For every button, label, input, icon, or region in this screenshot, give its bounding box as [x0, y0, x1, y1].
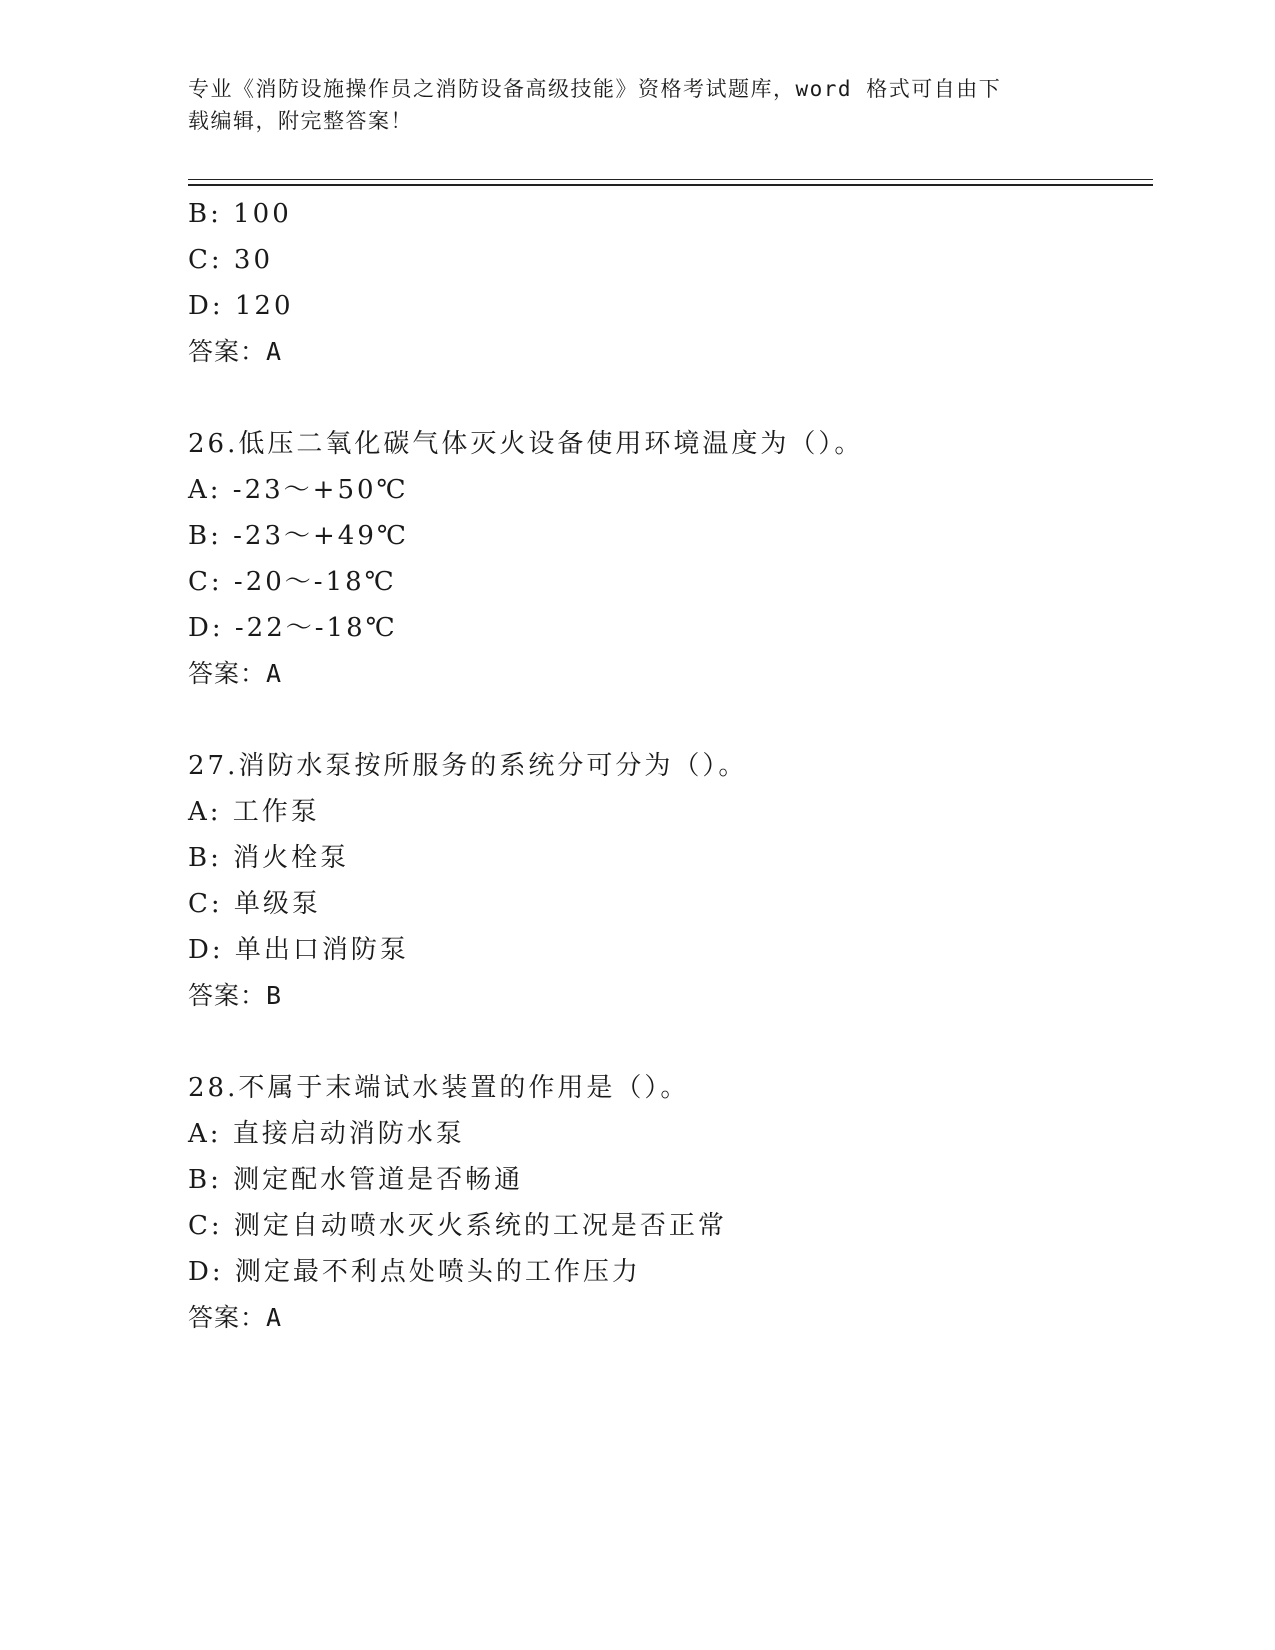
option-a: A: 工作泵 — [188, 797, 320, 827]
option-b: B: 100 — [188, 199, 292, 229]
question-stem: 27.消防水泵按所服务的系统分可分为（）。 — [188, 751, 748, 781]
option-a: A: 直接启动消防水泵 — [188, 1119, 465, 1149]
option-c: C: 测定自动喷水灭火系统的工况是否正常 — [188, 1211, 727, 1241]
option-b: B: -23～+49℃ — [188, 521, 409, 551]
option-c: C: -20～-18℃ — [188, 567, 397, 597]
spacer — [188, 375, 1153, 421]
header-line-2: 载编辑，附完整答案！ — [188, 109, 413, 133]
option-a: A: -23～+50℃ — [188, 475, 409, 505]
option-b: B: 测定配水管道是否畅通 — [188, 1165, 524, 1195]
answer: 答案：A — [188, 337, 283, 366]
header-line-1: 专业《消防设施操作员之消防设备高级技能》资格考试题库，word 格式可自由下 — [188, 77, 1002, 101]
option-d: D: 120 — [188, 291, 294, 321]
question-26 — [188, 421, 1153, 697]
answer: 答案：A — [188, 1303, 283, 1332]
question-25-continued — [188, 191, 1153, 375]
answer: 答案：B — [188, 981, 283, 1010]
question-27 — [188, 743, 1153, 1019]
header-divider-thick — [188, 184, 1153, 186]
option-c: C: 30 — [188, 245, 274, 275]
option-d: D: 测定最不利点处喷头的工作压力 — [188, 1257, 641, 1287]
question-stem: 28.不属于末端试水装置的作用是（）。 — [188, 1073, 690, 1103]
document-header — [188, 73, 1088, 137]
option-b: B: 消火栓泵 — [188, 843, 350, 873]
question-28 — [188, 1065, 1153, 1341]
option-d: D: 单出口消防泵 — [188, 935, 409, 965]
question-list — [188, 191, 1153, 1341]
question-stem: 26.低压二氧化碳气体灭火设备使用环境温度为（）。 — [188, 429, 864, 459]
spacer — [188, 1019, 1153, 1065]
option-c: C: 单级泵 — [188, 889, 321, 919]
spacer — [188, 697, 1153, 743]
option-d: D: -22～-18℃ — [188, 613, 398, 643]
answer: 答案：A — [188, 659, 283, 688]
header-divider-thin — [188, 179, 1153, 180]
